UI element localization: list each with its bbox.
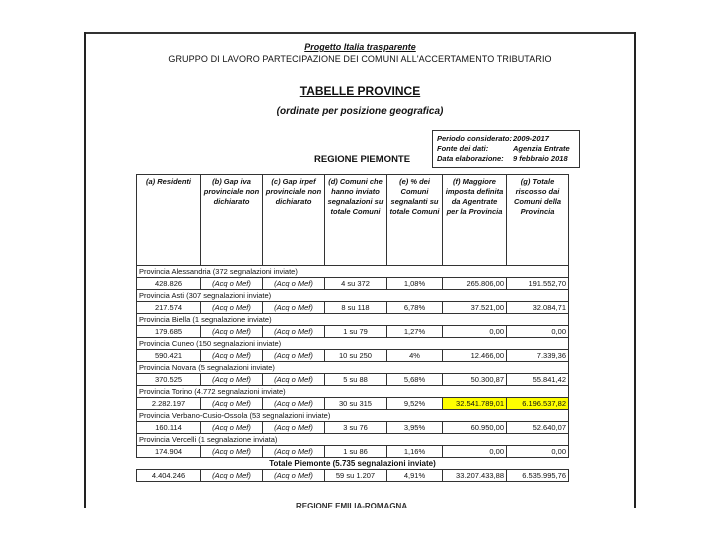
- meta-source-value: Agenzia Entrate: [513, 144, 570, 153]
- table-row: [137, 278, 569, 290]
- cell-f: 60.950,00: [443, 422, 507, 434]
- cell-a: 2.282.197: [137, 398, 201, 410]
- region-title: REGIONE PIEMONTE: [314, 154, 411, 165]
- cell-g: 0,00: [507, 446, 569, 458]
- cell-c: (Acq o Mef): [263, 350, 325, 362]
- total-c: (Acq o Mef): [263, 470, 325, 482]
- province-label: Provincia Vercelli (1 segnalazione inviata): [137, 434, 569, 446]
- next-region-title: REGIONE EMILIA-ROMAGNA: [296, 502, 408, 508]
- document-page: [84, 32, 636, 508]
- cell-b: (Acq o Mef): [201, 350, 263, 362]
- cell-a: 370.525: [137, 374, 201, 386]
- group-title: GRUPPO DI LAVORO PARTECIPAZIONE DEI COMUNI ALL'ACCERTAMENTO TRIBUTARIO: [168, 54, 552, 64]
- meta-period-label: Periodo considerato:: [437, 134, 513, 143]
- total-g: 6.535.995,76: [507, 470, 569, 482]
- page-title: TABELLE PROVINCE: [299, 84, 421, 98]
- province-label-row: [137, 386, 569, 398]
- total-d: 59 su 1.207: [325, 470, 387, 482]
- cell-c: (Acq o Mef): [263, 446, 325, 458]
- metadata-box: [432, 130, 580, 168]
- province-label-row: [137, 290, 569, 302]
- cell-a: 590.421: [137, 350, 201, 362]
- province-label-row: [137, 362, 569, 374]
- cell-d: 5 su 88: [325, 374, 387, 386]
- cell-b: (Acq o Mef): [201, 422, 263, 434]
- cell-e: 1,16%: [387, 446, 443, 458]
- cell-d: 1 su 86: [325, 446, 387, 458]
- table-row: [137, 374, 569, 386]
- province-label-row: [137, 338, 569, 350]
- cell-g: 52.640,07: [507, 422, 569, 434]
- table-row: [137, 446, 569, 458]
- col-header-c: (c) Gap irpef provinciale non dichiarato: [263, 175, 325, 266]
- cell-b: (Acq o Mef): [201, 302, 263, 314]
- project-title: Progetto Italia trasparente: [304, 42, 416, 52]
- total-a: 4.404.246: [137, 470, 201, 482]
- cell-a: 179.685: [137, 326, 201, 338]
- cell-d: 10 su 250: [325, 350, 387, 362]
- table-row: [137, 350, 569, 362]
- province-label-row: [137, 314, 569, 326]
- cell-e: 9,52%: [387, 398, 443, 410]
- total-f: 33.207.433,88: [443, 470, 507, 482]
- cell-f: 37.521,00: [443, 302, 507, 314]
- cell-g: 6.196.537,82: [507, 398, 569, 410]
- table-row: [137, 326, 569, 338]
- province-label: Provincia Torino (4.772 segnalazioni inviate): [137, 386, 569, 398]
- col-header-g: (g) Totale riscosso dai Comuni della Provincia: [507, 175, 569, 266]
- cell-c: (Acq o Mef): [263, 278, 325, 290]
- meta-date-label: Data elaborazione:: [437, 154, 504, 163]
- cell-c: (Acq o Mef): [263, 374, 325, 386]
- total-label: Totale Piemonte (5.735 segnalazioni inviate): [269, 459, 436, 468]
- cell-a: 174.904: [137, 446, 201, 458]
- cell-g: 7.339,36: [507, 350, 569, 362]
- cell-b: (Acq o Mef): [201, 326, 263, 338]
- cell-f: 50.300,87: [443, 374, 507, 386]
- total-values-row: [137, 470, 569, 482]
- cell-e: 3,95%: [387, 422, 443, 434]
- cell-b: (Acq o Mef): [201, 398, 263, 410]
- total-b: (Acq o Mef): [201, 470, 263, 482]
- meta-date-value: 9 febbraio 2018: [513, 154, 568, 163]
- meta-source-label: Fonte dei dati:: [437, 144, 489, 153]
- cell-d: 1 su 79: [325, 326, 387, 338]
- cell-f: 32.541.789,01: [443, 398, 507, 410]
- cell-d: 8 su 118: [325, 302, 387, 314]
- cell-g: 32.084,71: [507, 302, 569, 314]
- col-header-a: (a) Residenti: [137, 175, 201, 266]
- table-row: [137, 398, 569, 410]
- cell-a: 217.574: [137, 302, 201, 314]
- province-label: Provincia Alessandria (372 segnalazioni inviate): [137, 266, 569, 278]
- province-label-row: [137, 434, 569, 446]
- col-header-b: (b) Gap iva provinciale non dichiarato: [201, 175, 263, 266]
- province-label-row: [137, 410, 569, 422]
- cell-a: 428.826: [137, 278, 201, 290]
- cell-e: 4%: [387, 350, 443, 362]
- cell-g: 191.552,70: [507, 278, 569, 290]
- province-label: Provincia Novara (5 segnalazioni inviate): [137, 362, 569, 374]
- col-header-f: (f) Maggiore imposta definita da Agentrate per la Provincia: [443, 175, 507, 266]
- cell-b: (Acq o Mef): [201, 374, 263, 386]
- total-label-row: [137, 458, 569, 470]
- table-header-row: [137, 175, 569, 266]
- cell-f: 12.466,00: [443, 350, 507, 362]
- cell-g: 55.841,42: [507, 374, 569, 386]
- col-header-d: (d) Comuni che hanno inviato segnalazioni su totale Comuni: [325, 175, 387, 266]
- cell-e: 5,68%: [387, 374, 443, 386]
- total-e: 4,91%: [387, 470, 443, 482]
- cell-f: 0,00: [443, 326, 507, 338]
- province-label-row: [137, 266, 569, 278]
- cell-d: 3 su 76: [325, 422, 387, 434]
- province-label: Provincia Asti (307 segnalazioni inviate): [137, 290, 569, 302]
- cell-e: 1,27%: [387, 326, 443, 338]
- cell-c: (Acq o Mef): [263, 302, 325, 314]
- cell-b: (Acq o Mef): [201, 278, 263, 290]
- page-top-border: [86, 32, 634, 34]
- province-label: Provincia Cuneo (150 segnalazioni inviate): [137, 338, 569, 350]
- cell-f: 0,00: [443, 446, 507, 458]
- cell-e: 1,08%: [387, 278, 443, 290]
- provinces-table: [136, 174, 569, 482]
- cell-c: (Acq o Mef): [263, 398, 325, 410]
- meta-period-value: 2009-2017: [513, 134, 549, 143]
- cell-e: 6,78%: [387, 302, 443, 314]
- col-header-e: (e) % dei Comuni segnalanti su totale Comuni: [387, 175, 443, 266]
- cell-g: 0,00: [507, 326, 569, 338]
- page-subtitle: (ordinate per posizione geografica): [276, 106, 444, 117]
- table-row: [137, 302, 569, 314]
- cell-c: (Acq o Mef): [263, 326, 325, 338]
- table-row: [137, 422, 569, 434]
- cell-d: 4 su 372: [325, 278, 387, 290]
- cell-a: 160.114: [137, 422, 201, 434]
- province-label: Provincia Verbano-Cusio-Ossola (53 segnalazioni inviate): [137, 410, 569, 422]
- cell-c: (Acq o Mef): [263, 422, 325, 434]
- cell-b: (Acq o Mef): [201, 446, 263, 458]
- cell-d: 30 su 315: [325, 398, 387, 410]
- province-label: Provincia Biella (1 segnalazione inviate): [137, 314, 569, 326]
- cell-f: 265.806,00: [443, 278, 507, 290]
